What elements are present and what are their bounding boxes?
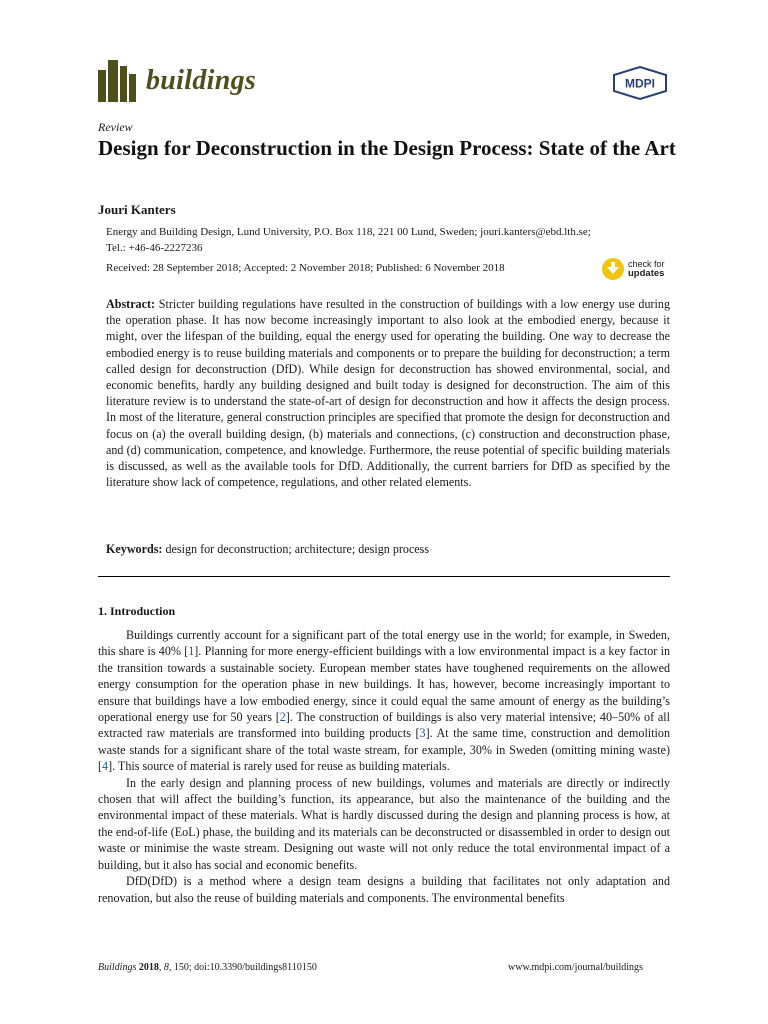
abstract-label: Abstract: xyxy=(106,297,156,311)
abstract xyxy=(106,296,670,490)
section-heading: 1. Introduction xyxy=(98,604,176,618)
affiliation xyxy=(106,224,674,256)
abstract-text: Stricter building regulations have resulted in the construction of buildings with a low energy use during the operation phase. It has now become increasingly important to also look at the embodied energy, because it might, over the lifespan of the building, equal the energy used for operating the building. One way to decrease the embodied energy is to reuse building materials and components or to prepare the building for deconstruction; a term called design for deconstruction (DfD). While design for deconstruction has showed environmental, social, and economic benefits, hardly any building designed and built today is designed for deconstruction. The aim of this literature review is to understand the state-of-art of design for deconstruction and how it affects the design process. In most of the literature, general construction principles are specified that promote the design for deconstruction and focus on (a) the overall building design, (b) materials and connections, (c) construction and deconstruction phase, and (d) communication, competence, and knowledge. Furthermore, the reuse potential of specific building materials is discussed, as well as the available tools for DfD. Additionally, the current barriers for DfD as specified by the literature show lack of competence, regulations, and other related elements. xyxy=(106,297,670,490)
paragraph: In the early design and planning process of new buildings, volumes and materials are directly or indirectly chosen that will affect the building’s function, its appearance, but also the maintenance of the building and the environmental impact of these materials. What is hardly discussed during the design and planning process is how, at the end-of-life (EoL) phase, the building and its materials can be deconstructed or disassembled in order to design out waste or minimise the waste stream. Designing out waste will not only reduce the total environmental impact of a building, but it also has social and economic benefits. xyxy=(98,775,670,872)
author-name: Jouri Kanters xyxy=(98,202,176,217)
mdpi-logo-text: MDPI xyxy=(625,76,655,91)
body-text xyxy=(98,627,670,906)
journal-logo[interactable] xyxy=(98,60,256,102)
journal-name: buildings xyxy=(146,65,257,96)
footer-citation: Buildings 2018, 8, 150; doi:10.3390/buildings8110150 xyxy=(98,962,317,973)
citation-link[interactable]: 1 xyxy=(188,644,195,659)
footer-volume: 8 xyxy=(163,962,169,973)
footer-journal: Buildings xyxy=(98,962,137,973)
keywords-label: Keywords: xyxy=(106,542,163,556)
check-for-updates-button[interactable] xyxy=(601,257,665,281)
buildings-logo-icon xyxy=(98,60,136,102)
paragraph: Buildings currently account for a significant part of the total energy use in the world; for example, in Sweden, this share is 40% [1]. Planning for more energy-efficient buildings with a low environmental impact is a key factor in the transition towards a sustainable society. European member states have toughened requirements on the allowed energy consumption for the operation phase in new buildings. It has, however, become increasingly important to ensure that buildings have a low embodied energy, since it could equal the same amount of energy as the building’s operational energy use for 50 years [2]. The construction of buildings is also very material intensive; 40–50% of all extracted raw materials are transformed into building products [3]. At the same time, construction and demolition waste stands for a significant share of the total waste stream, for example, 30% in Sweden (omitting mining waste) [4]. This source of material is rarely used for reuse as building materials. xyxy=(98,628,671,774)
mdpi-logo-icon[interactable] xyxy=(612,66,668,100)
citation-link[interactable]: 4 xyxy=(102,759,109,774)
affiliation-line: Energy and Building Design, Lund University, P.O. Box 118, 221 00 Lund, Sweden; jouri.kanters@ebd.lth.se; xyxy=(106,226,591,238)
footer-doi: , 150; doi:10.3390/buildings8110150 xyxy=(168,962,317,973)
keywords xyxy=(106,542,670,557)
footer-year: 2018 xyxy=(138,962,159,973)
publication-dates: Received: 28 September 2018; Accepted: 2 November 2018; Published: 6 November 2018 xyxy=(106,262,505,274)
journal-url-link[interactable]: www.mdpi.com/journal/buildings xyxy=(508,962,643,973)
paragraph: DfD(DfD) is a method where a design team designs a building that facilitates not only adaptation and renovation, but also the reuse of building materials and components. The environmental benefits xyxy=(98,874,670,905)
check-for-label: check for xyxy=(628,259,665,269)
updates-label: updates xyxy=(628,268,665,279)
article-type: Review xyxy=(98,120,133,134)
article-title: Design for Deconstruction in the Design Process: State of the Art xyxy=(98,136,676,160)
keywords-text: design for deconstruction; architecture; design process xyxy=(165,542,430,556)
citation-link[interactable]: 3 xyxy=(419,726,426,741)
section-divider xyxy=(98,576,670,577)
check-for-updates-icon xyxy=(601,257,625,281)
affiliation-phone: Tel.: +46-46-2227236 xyxy=(106,242,203,254)
citation-link[interactable]: 2 xyxy=(279,710,286,725)
